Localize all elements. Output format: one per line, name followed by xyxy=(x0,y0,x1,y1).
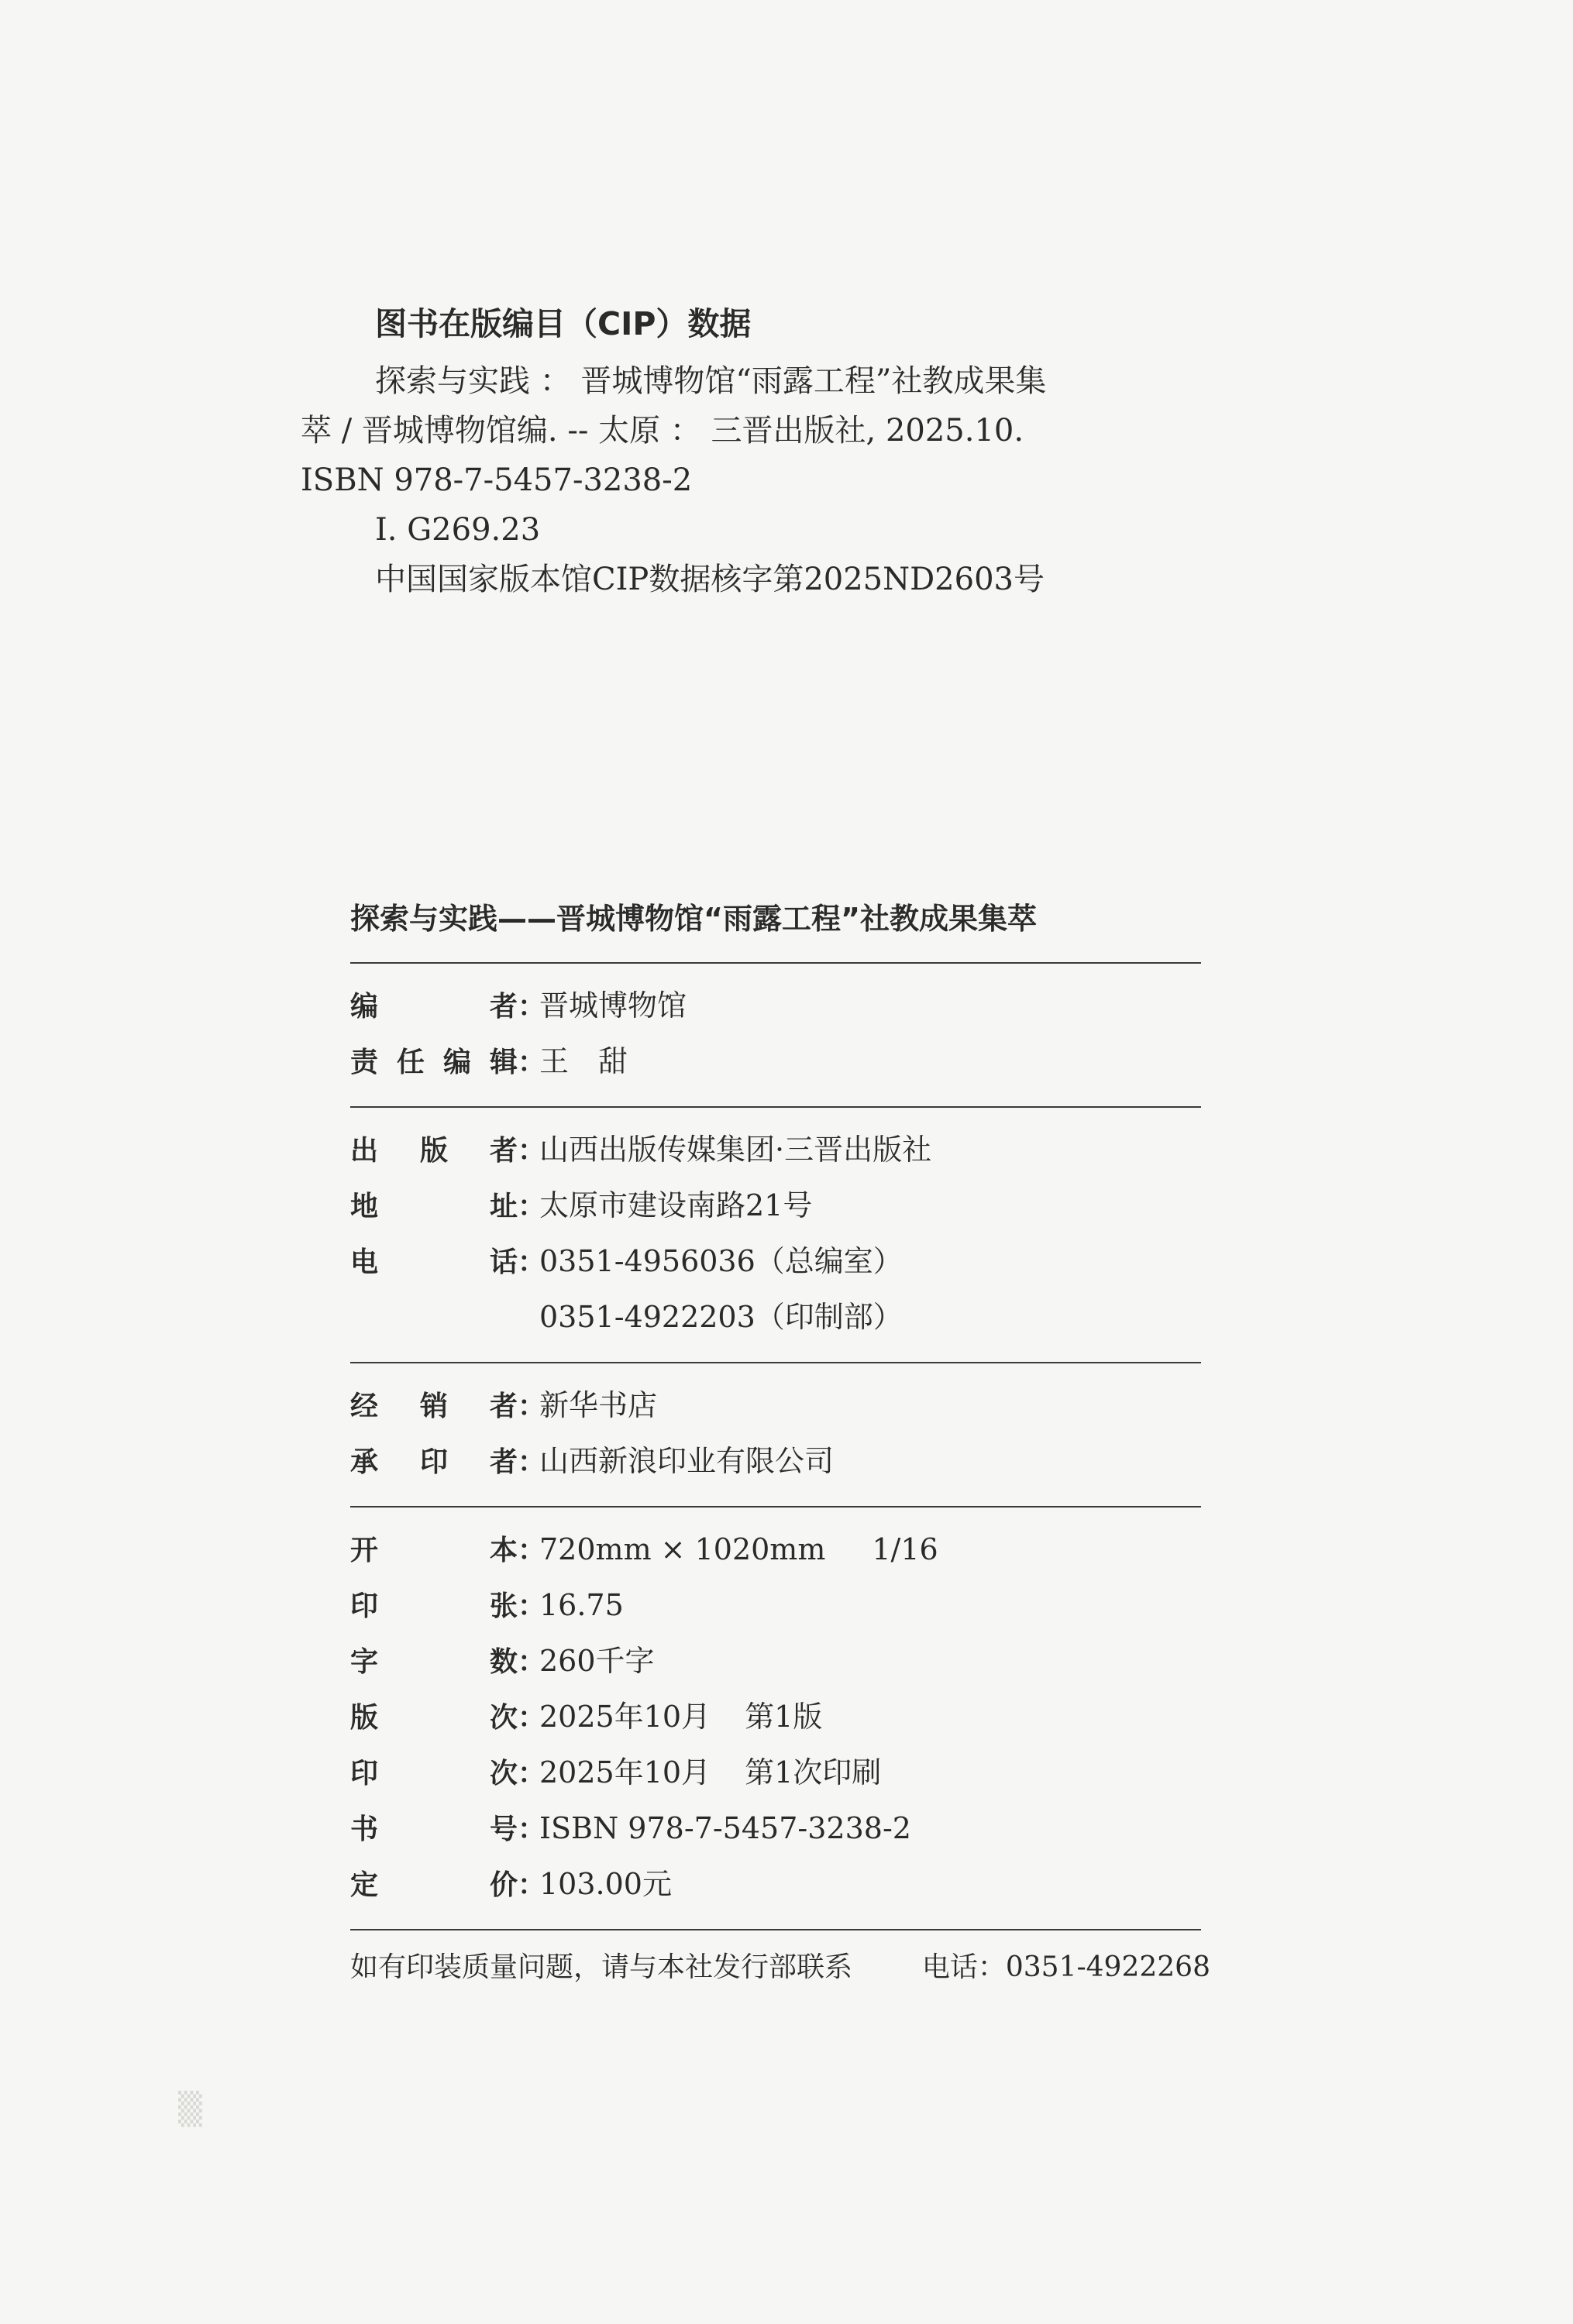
isbn-row xyxy=(350,1800,1203,1856)
label-char: 者 xyxy=(489,991,518,1023)
colon: ： xyxy=(518,1535,546,1566)
publisher-label xyxy=(350,1123,518,1179)
label-char: 电 xyxy=(350,1246,379,1278)
responsible-editor-label xyxy=(350,1035,518,1091)
editor-row xyxy=(350,978,1203,1033)
printer-label xyxy=(350,1435,518,1490)
printing-label xyxy=(350,1746,518,1802)
label-char: 话 xyxy=(489,1246,518,1278)
printer-row xyxy=(350,1433,1203,1489)
distributor-row xyxy=(350,1377,1203,1433)
colon: ： xyxy=(518,1135,546,1167)
edition-date: 2025年10月 xyxy=(539,1700,711,1734)
label-char: 印 xyxy=(350,1758,379,1789)
quality-footer xyxy=(350,1930,1210,1991)
label-char: 编 xyxy=(350,991,379,1023)
colon: ： xyxy=(518,1246,546,1278)
colon: ： xyxy=(518,1646,546,1678)
label-char: 价 xyxy=(489,1869,518,1901)
edition-row xyxy=(350,1689,1203,1745)
printer-value: 山西新浪印业有限公司 xyxy=(539,1444,835,1478)
editor-value: 晋城博物馆 xyxy=(539,988,687,1023)
format-row xyxy=(350,1521,1203,1577)
label-char: 次 xyxy=(489,1702,518,1734)
label-char: 印 xyxy=(419,1446,448,1478)
show-through-mark: ▒ xyxy=(178,2092,202,2127)
address-row xyxy=(350,1177,1203,1233)
label-char: 号 xyxy=(489,1813,518,1845)
phone-label xyxy=(350,1235,518,1291)
edition-label xyxy=(350,1690,518,1746)
colon: ： xyxy=(518,1191,546,1222)
distribution-group xyxy=(350,1363,1203,1506)
cip-title: 图书在版编目（CIP）数据 xyxy=(375,305,752,342)
words-label xyxy=(350,1635,518,1690)
label-char: 本 xyxy=(489,1535,518,1566)
responsible-editor-row xyxy=(350,1033,1203,1089)
phone-row-2 xyxy=(350,1289,1203,1345)
cip-line-classification: Ⅰ. G269.23 xyxy=(375,512,541,548)
printing-date: 2025年10月 xyxy=(539,1755,711,1789)
cip-line-isbn: ISBN 978-7-5457-3238-2 xyxy=(301,462,693,498)
label-char: 址 xyxy=(489,1191,518,1222)
book-title: 探索与实践——晋城博物馆“雨露工程”社教成果集萃 xyxy=(350,902,1037,936)
colon: ： xyxy=(518,1758,546,1789)
label-char: 版 xyxy=(350,1702,379,1734)
specs-group xyxy=(350,1508,1203,1929)
distribution-phone: 电话：0351-4922268 xyxy=(921,1951,1210,1983)
colon: ： xyxy=(518,1590,546,1622)
distributor-label xyxy=(350,1379,518,1435)
label-char: 责 xyxy=(350,1047,379,1078)
colon: ： xyxy=(518,1391,546,1422)
sheets-value: 16.75 xyxy=(539,1588,624,1622)
quality-notice: 如有印装质量问题，请与本社发行部联系 xyxy=(350,1951,853,1983)
editor-group xyxy=(350,964,1203,1106)
label-char: 字 xyxy=(350,1646,379,1678)
label-char: 者 xyxy=(489,1135,518,1167)
label-char: 版 xyxy=(419,1135,448,1167)
price-row xyxy=(350,1856,1203,1912)
phone-row xyxy=(350,1233,1203,1289)
label-char: 出 xyxy=(350,1135,379,1167)
cip-data-block xyxy=(301,302,1215,604)
editor-label xyxy=(350,979,518,1035)
printing-row xyxy=(350,1745,1203,1800)
label-char: 数 xyxy=(489,1646,518,1678)
label-char: 印 xyxy=(350,1590,379,1622)
price-label xyxy=(350,1858,518,1913)
colon: ： xyxy=(518,991,546,1023)
label-char: 定 xyxy=(350,1869,379,1901)
isbn-label xyxy=(350,1802,518,1858)
publisher-row xyxy=(350,1122,1203,1177)
sheets-label xyxy=(350,1579,518,1635)
printing-value: 第1次印刷 xyxy=(745,1755,882,1789)
publisher-value: 山西出版传媒集团·三晋出版社 xyxy=(539,1133,932,1167)
colon: ： xyxy=(518,1813,546,1845)
colon: ： xyxy=(518,1869,546,1901)
cip-line-verification: 中国国家版本馆CIP数据核字第2025ND2603号 xyxy=(375,562,1045,597)
label-char: 辑 xyxy=(489,1047,518,1078)
label-char: 编 xyxy=(442,1047,471,1078)
edition-value: 第1版 xyxy=(745,1700,823,1734)
colon: ： xyxy=(518,1702,546,1734)
format-ratio: 1/16 xyxy=(872,1532,938,1566)
label-char: 开 xyxy=(350,1535,379,1566)
label-char: 书 xyxy=(350,1813,379,1845)
cip-line-title: 探索与实践 ： 晋城博物馆“雨露工程”社教成果集 xyxy=(375,363,1047,399)
words-row xyxy=(350,1633,1203,1689)
phone-value-editorial: 0351-4956036（总编室） xyxy=(539,1244,903,1278)
distributor-value: 新华书店 xyxy=(539,1388,658,1422)
label-char: 任 xyxy=(396,1047,425,1078)
label-char: 经 xyxy=(350,1391,379,1422)
words-value: 260千字 xyxy=(539,1644,655,1678)
phone-value-printing: 0351-4922203（印制部） xyxy=(539,1300,903,1334)
label-char: 次 xyxy=(489,1758,518,1789)
publisher-group xyxy=(350,1108,1203,1362)
cip-line-publication: 萃 / 晋城博物馆编. -- 太原 ： 三晋出版社, 2025.10. xyxy=(301,413,1024,449)
label-char: 销 xyxy=(419,1391,448,1422)
isbn-value: ISBN 978-7-5457-3238-2 xyxy=(539,1811,911,1845)
label-char: 地 xyxy=(350,1191,379,1222)
label-char: 张 xyxy=(489,1590,518,1622)
format-size: 720mm × 1020mm xyxy=(539,1532,826,1566)
colon: ： xyxy=(518,1446,546,1478)
label-char: 承 xyxy=(350,1446,379,1478)
label-char: 者 xyxy=(489,1446,518,1478)
price-value: 103.00元 xyxy=(539,1867,672,1901)
address-label xyxy=(350,1179,518,1235)
colon: ： xyxy=(518,1047,546,1078)
format-label xyxy=(350,1523,518,1579)
label-char: 者 xyxy=(489,1391,518,1422)
sheets-row xyxy=(350,1577,1203,1633)
copyright-info-block xyxy=(350,896,1210,1991)
address-value: 太原市建设南路21号 xyxy=(539,1188,813,1222)
responsible-editor-value: 王 甜 xyxy=(539,1044,628,1078)
